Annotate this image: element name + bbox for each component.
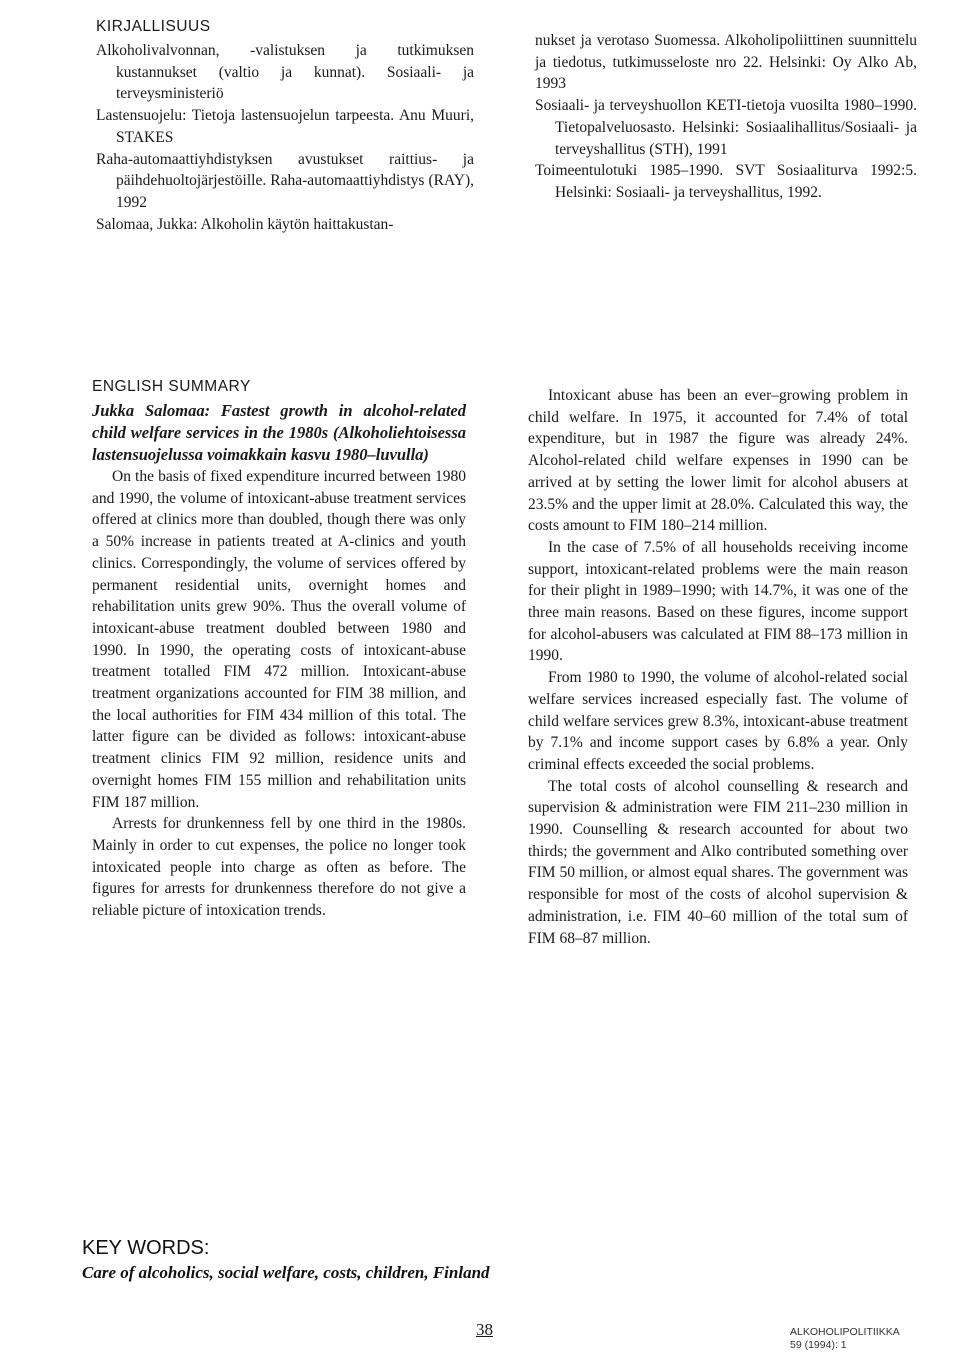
keywords-heading: KEY WORDS: — [82, 1237, 210, 1259]
references-right-column — [535, 30, 917, 204]
summary-right-column — [528, 385, 908, 949]
references-left-column — [96, 40, 474, 235]
journal-reference — [790, 1326, 900, 1352]
reference-entry: Raha-automaattiyhdistyksen avustukset raittius- ja päihdehuoltojärjestöille. Raha-automaattiyhdistys (RAY), 1992 — [96, 150, 474, 211]
reference-entry: Alkoholivalvonnan, -valistuksen ja tutkimuksen kustannukset (valtio ja kunnat). Sosiaali- ja terveysministeriö — [96, 42, 474, 103]
summary-heading: ENGLISH SUMMARY — [92, 378, 251, 395]
summary-paragraph: Arrests for drunkenness fell by one third in the 1980s. Mainly in order to cut expenses, the police no longer took intoxicated people into charge as often as before. The figures for arrests for drunkenness therefore do not give a reliable picture of intoxication trends. — [92, 815, 466, 920]
reference-entry: Lastensuojelu: Tietoja lastensuojelun tarpeesta. Anu Muuri, STAKES — [96, 107, 474, 146]
reference-entry-continued: nukset ja verotaso Suomessa. Alkoholipoliittinen suunnittelu ja tiedotus, tutkimusseloste nro 22. Helsinki: Oy Alko Ab, 1993 — [535, 32, 917, 93]
article-subtitle: Jukka Salomaa: Fastest growth in alcohol-related child welfare services in the 1980s (Alkoholiehtoisessa lastensuojelussa voimakkain kasvu 1980–luvulla) — [92, 401, 466, 464]
page-number: 38 — [476, 1320, 493, 1339]
journal-issue: 59 (1994): 1 — [790, 1339, 847, 1351]
summary-paragraph: Intoxicant abuse has been an ever–growing problem in child welfare. In 1975, it accounted for 7.4% of total expenditure, but in 1987 the figure was already 24%. Alcohol-related child welfare expenses in 1990 can be arrived at by setting the lower limit for alcohol abusers at 23.5% and the upper limit at 28.0%. Calculated this way, the costs amount to FIM 180–214 million. — [528, 387, 908, 535]
journal-name: ALKOHOLIPOLITIIKKA — [790, 1326, 900, 1338]
summary-paragraph: The total costs of alcohol counselling & research and supervision & administration were FIM 211–230 million in 1990. Counselling & research accounted for about two thirds; the government and Alko contributed something over FIM 50 million, or almost equal shares. The government was responsible for most of the costs of alcohol supervision & administration, i.e. FIM 40–60 million of the total sum of FIM 68–87 million. — [528, 777, 908, 947]
references-heading: KIRJALLISUUS — [96, 18, 211, 35]
summary-paragraph: In the case of 7.5% of all households receiving income support, intoxicant-related problems were the main reason for their plight in 1989–1990; with 14.7%, it was one of the three main reasons. Based on these figures, income support for alcohol-abusers was calculated at FIM 88–173 million in 1990. — [528, 538, 908, 665]
summary-paragraph: On the basis of fixed expenditure incurred between 1980 and 1990, the volume of intoxicant-abuse treatment services offered at clinics more than doubled, though there was only a 50% increase in patients treated at A-clinics and youth clinics. Correspondingly, the volume of services offered by permanent residential units, overnight homes and rehabilitation units grew 90%. Thus the overall volume of intoxicant-abuse treatment doubled between 1980 and 1990. In 1990, the operating costs of intoxicant-abuse treatment totalled FIM 472 million. Intoxicant-abuse treatment organizations accounted for FIM 38 million, and the local authorities for FIM 434 million of this total. The latter figure can be divided as follows: intoxicant-abuse treatment clinics FIM 92 million, residence units and overnight homes FIM 155 million and rehabilitation units FIM 187 million. — [92, 468, 466, 811]
keywords-list: Care of alcoholics, social welfare, costs, children, Finland — [82, 1263, 490, 1282]
summary-left-column — [92, 400, 466, 922]
summary-paragraph: From 1980 to 1990, the volume of alcohol-related social welfare services increased especially fast. The volume of child welfare services grew 8.3%, intoxicant-abuse treatment by 7.1% and income support cases by 6.8% a year. Only criminal effects exceeded the social problems. — [528, 669, 908, 773]
reference-entry: Toimeentulotuki 1985–1990. SVT Sosiaaliturva 1992:5. Helsinki: Sosiaali- ja terveyshallitus, 1992. — [535, 162, 917, 201]
reference-entry: Salomaa, Jukka: Alkoholin käytön haittakustan- — [96, 215, 394, 233]
reference-entry: Sosiaali- ja terveyshuollon KETI-tietoja vuosilta 1980–1990. Tietopalveluosasto. Helsinki: Sosiaalihallitus/Sosiaali- ja terveyshallitus (STH), 1991 — [535, 97, 917, 158]
